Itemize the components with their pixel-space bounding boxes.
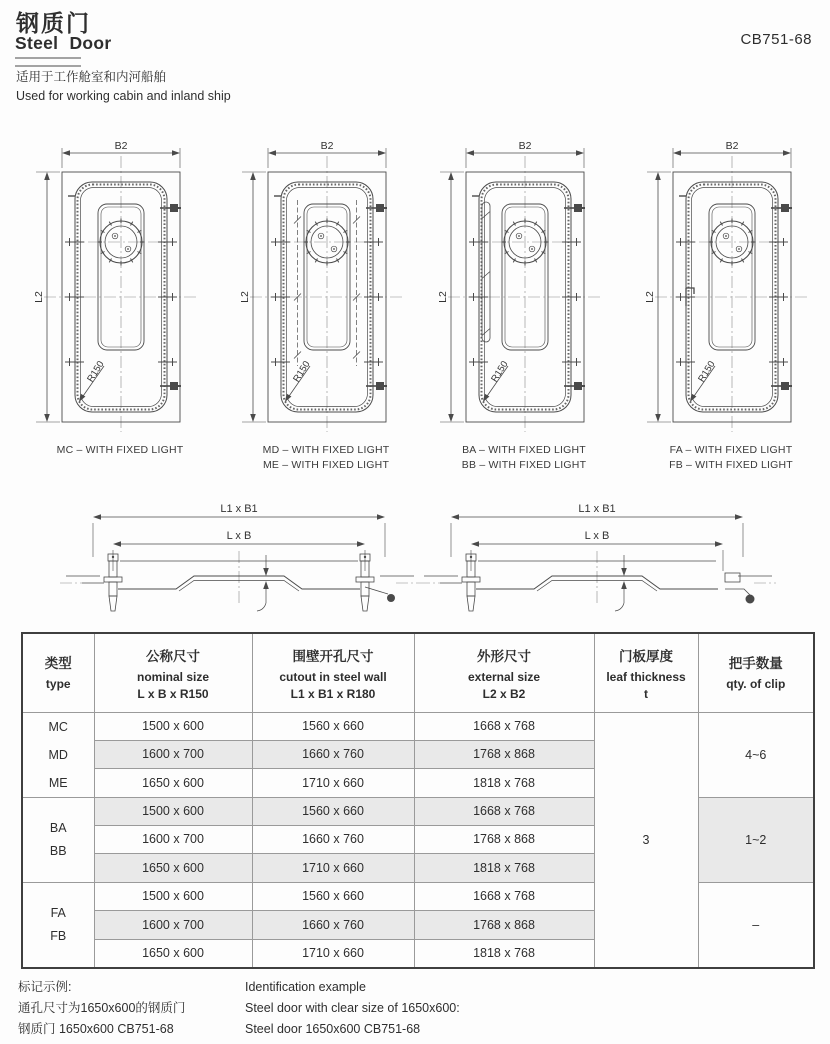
door-caption bbox=[22, 443, 218, 458]
spec-cell: 1660 x 760 bbox=[252, 825, 414, 853]
spec-cell: 1710 x 660 bbox=[252, 939, 414, 968]
spec-col-header: 把手数量 qty. of clip bbox=[698, 633, 814, 712]
section-diagrams-row bbox=[0, 497, 830, 637]
spec-row bbox=[22, 712, 814, 740]
footer-line: 通孔尺寸为1650x600的钢质门 bbox=[18, 1001, 186, 1015]
svg-text:R150: R150 bbox=[291, 359, 313, 385]
spec-cell: 1560 x 660 bbox=[252, 712, 414, 740]
spec-cell: 1668 x 768 bbox=[414, 712, 594, 740]
spec-col-header: 门板厚度 leaf thickness t bbox=[594, 633, 698, 712]
door-block-4 bbox=[633, 140, 829, 472]
door-caption-line: MD – WITH FIXED LIGHT bbox=[262, 444, 390, 456]
identification-example-zh bbox=[18, 977, 185, 1040]
spec-cell: 1660 x 760 bbox=[252, 740, 414, 768]
spec-cell: 1710 x 660 bbox=[252, 854, 414, 882]
door-caption-line: BA – WITH FIXED LIGHT bbox=[462, 444, 586, 456]
svg-text:B2: B2 bbox=[518, 140, 532, 152]
identification-example-en bbox=[245, 977, 460, 1040]
svg-text:B2: B2 bbox=[725, 140, 739, 152]
spec-col-header: 外形尺寸 external size L2 x B2 bbox=[414, 633, 594, 712]
svg-text:L1 x B1: L1 x B1 bbox=[578, 503, 616, 515]
spec-col-header: 公称尺寸 nominal size L x B x R150 bbox=[94, 633, 252, 712]
footer-line: 钢质门 1650x600 CB751-68 bbox=[18, 1022, 174, 1036]
footer-line: Steel door with clear size of 1650x600: bbox=[245, 1001, 460, 1015]
spec-cell: 1660 x 760 bbox=[252, 911, 414, 940]
spec-cell: 1818 x 768 bbox=[414, 854, 594, 882]
clip-qty-cell: – bbox=[698, 882, 814, 968]
door-caption-line: FA – WITH FIXED LIGHT bbox=[669, 444, 793, 456]
spec-cell: 1650 x 600 bbox=[94, 769, 252, 797]
spec-cell: 1768 x 868 bbox=[414, 740, 594, 768]
footer-line: Identification example bbox=[245, 980, 366, 994]
description-en: Used for working cabin and inland ship bbox=[16, 89, 231, 103]
door-block-3 bbox=[426, 140, 622, 472]
door-caption-line: FB – WITH FIXED LIGHT bbox=[669, 458, 793, 471]
svg-text:L x B: L x B bbox=[584, 530, 610, 542]
spec-table bbox=[21, 632, 815, 969]
door-drawing-fa bbox=[633, 140, 829, 436]
svg-text:R150: R150 bbox=[85, 359, 107, 385]
svg-text:R150: R150 bbox=[696, 359, 718, 385]
svg-text:L x B: L x B bbox=[226, 530, 252, 542]
spec-cell: 1500 x 600 bbox=[94, 797, 252, 825]
type-cell: BA BB bbox=[22, 797, 94, 882]
section-drawing-1 bbox=[58, 497, 420, 629]
spec-cell: 1560 x 660 bbox=[252, 882, 414, 911]
spec-col-header: 围壁开孔尺寸 cutout in steel wall L1 x B1 x R180 bbox=[252, 633, 414, 712]
door-caption-line: ME – WITH FIXED LIGHT bbox=[262, 458, 390, 471]
door-caption bbox=[228, 443, 424, 472]
door-caption-line: MC – WITH FIXED LIGHT bbox=[56, 444, 184, 456]
spec-cell: 1668 x 768 bbox=[414, 797, 594, 825]
type-cell: FA FB bbox=[22, 882, 94, 968]
spec-cell: 1650 x 600 bbox=[94, 854, 252, 882]
spec-cell: 1500 x 600 bbox=[94, 882, 252, 911]
spec-cell: 1600 x 700 bbox=[94, 825, 252, 853]
page-title-en: Steel Door bbox=[15, 33, 112, 53]
door-diagrams-row bbox=[0, 140, 830, 475]
spec-cell: 1710 x 660 bbox=[252, 769, 414, 797]
spec-col-header: 类型 type bbox=[22, 633, 94, 712]
svg-text:B2: B2 bbox=[114, 140, 128, 152]
door-drawing-md bbox=[228, 140, 424, 436]
standard-code: CB751-68 bbox=[740, 31, 812, 48]
spec-cell: 1650 x 600 bbox=[94, 939, 252, 968]
spec-cell: 1560 x 660 bbox=[252, 797, 414, 825]
svg-text:L2: L2 bbox=[239, 291, 251, 303]
footer-line: 标记示例: bbox=[18, 980, 72, 994]
door-block-1 bbox=[22, 140, 218, 458]
spec-cell: 1668 x 768 bbox=[414, 882, 594, 911]
door-drawing-ba bbox=[426, 140, 622, 436]
spec-cell: 1768 x 868 bbox=[414, 911, 594, 940]
type-cell: MC MD ME bbox=[22, 712, 94, 797]
clip-qty-cell: 4~6 bbox=[698, 712, 814, 797]
door-caption bbox=[633, 443, 829, 472]
spec-cell: 1818 x 768 bbox=[414, 769, 594, 797]
page-title-zh: 钢质门 bbox=[16, 10, 91, 36]
svg-text:L2: L2 bbox=[437, 291, 449, 303]
section-block-2 bbox=[416, 497, 778, 634]
spec-cell: 1600 x 700 bbox=[94, 740, 252, 768]
leaf-thickness-cell: 3 bbox=[594, 712, 698, 968]
svg-text:R150: R150 bbox=[489, 359, 511, 385]
svg-text:L1 x B1: L1 x B1 bbox=[220, 503, 258, 515]
door-caption-line: BB – WITH FIXED LIGHT bbox=[461, 458, 587, 471]
spec-cell: 1500 x 600 bbox=[94, 712, 252, 740]
spec-cell: 1818 x 768 bbox=[414, 939, 594, 968]
title-underline bbox=[15, 57, 81, 67]
footer-line: Steel door 1650x600 CB751-68 bbox=[245, 1022, 421, 1036]
svg-text:B2: B2 bbox=[320, 140, 334, 152]
svg-text:L2: L2 bbox=[33, 291, 45, 303]
clip-qty-cell: 1~2 bbox=[698, 797, 814, 882]
door-drawing-mc bbox=[22, 140, 218, 436]
spec-cell: 1600 x 700 bbox=[94, 911, 252, 940]
section-drawing-2 bbox=[416, 497, 778, 629]
door-block-2 bbox=[228, 140, 424, 472]
section-block-1 bbox=[58, 497, 420, 634]
spec-cell: 1768 x 868 bbox=[414, 825, 594, 853]
svg-text:L2: L2 bbox=[644, 291, 656, 303]
description-zh: 适用于工作舱室和内河船舶 bbox=[16, 70, 167, 84]
door-caption bbox=[426, 443, 622, 472]
